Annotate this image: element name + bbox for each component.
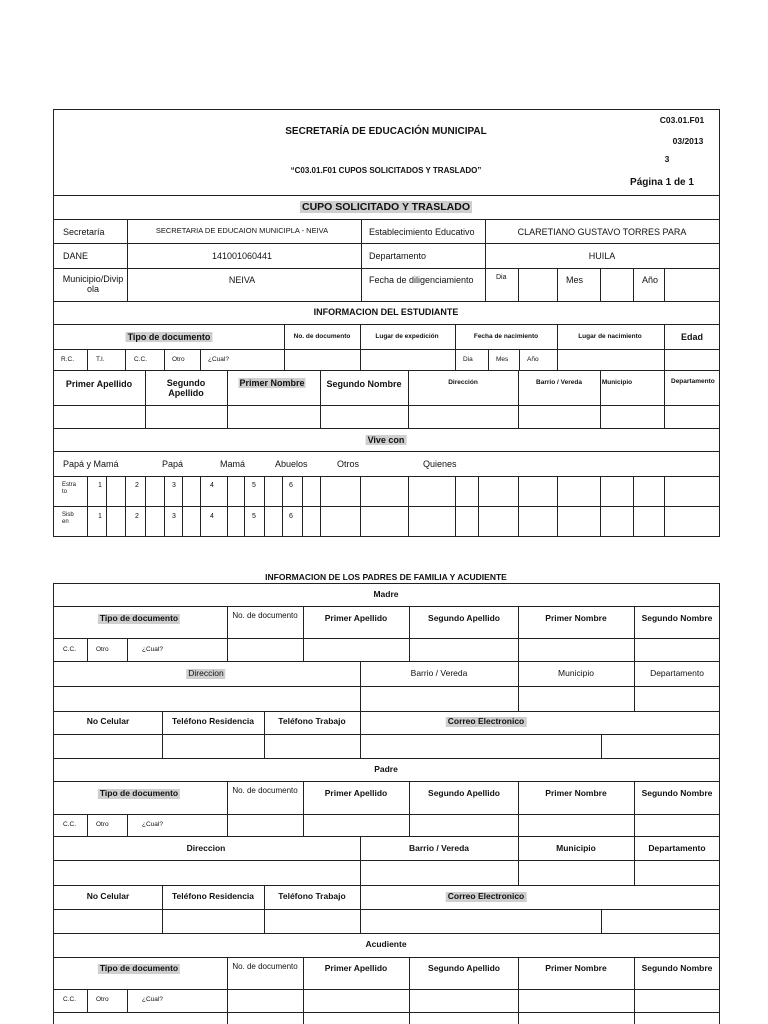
madre-municipio: Municipio [558, 668, 594, 678]
student-fecha-nac: Fecha de nacimiento [473, 333, 539, 340]
student-cual: ¿Cual? [208, 356, 229, 363]
rule [303, 957, 304, 1024]
rule [664, 476, 665, 537]
rule [303, 781, 304, 836]
rule [127, 814, 128, 836]
rule [633, 476, 634, 537]
rule [485, 219, 486, 301]
rule [361, 219, 362, 301]
student-dia: Dia [463, 356, 473, 363]
estrato-2: 2 [135, 482, 139, 489]
student-otro: Otro [172, 356, 185, 363]
sisben-2: 2 [135, 513, 139, 520]
rule [320, 370, 321, 428]
rule [227, 957, 228, 1024]
acudiente-segundo-nombre: Segundo Nombre [641, 963, 713, 973]
padre-primer-apellido: Primer Apellido [324, 788, 388, 798]
rule [360, 836, 361, 885]
padre-direccion: Direccion [186, 843, 226, 853]
label-secretaria: Secretaría [63, 227, 105, 237]
acudiente-cual: ¿Cual? [142, 996, 163, 1003]
padre-segundo-apellido: Segundo Apellido [428, 788, 500, 798]
padre-municipio: Municipio [556, 843, 596, 853]
rule [557, 476, 558, 537]
rule [360, 661, 361, 711]
header-date: 03/2013 [672, 136, 704, 146]
student-lugar-nac: Lugar de nacimiento [578, 333, 642, 340]
acudiente-cc: C.C. [63, 996, 76, 1003]
rule [53, 661, 720, 662]
vive-con-title: Vive con [367, 435, 405, 445]
rule [53, 606, 720, 607]
rule [87, 989, 88, 1012]
rule [519, 349, 520, 370]
rule [557, 268, 558, 301]
label-sisben: Sisben [62, 512, 74, 525]
rule [282, 476, 283, 537]
student-title: INFORMACION DEL ESTUDIANTE [313, 307, 459, 317]
rule [53, 814, 720, 815]
student-rc: R.C. [61, 356, 74, 363]
rule [53, 638, 720, 639]
label-fecha: Fecha de diligenciamiento [369, 275, 474, 285]
rule [227, 476, 228, 537]
rule [145, 476, 146, 537]
rule [162, 885, 163, 933]
padre-cual: ¿Cual? [142, 821, 163, 828]
rule [634, 836, 635, 885]
rule [557, 324, 558, 370]
student-segundo-apellido: Segundo Apellido [166, 378, 206, 399]
padre-tipo-doc: Tipo de documento [99, 788, 179, 798]
padre-celular: No Celular [86, 891, 130, 901]
label-mes: Mes [566, 275, 584, 285]
rule [53, 405, 720, 406]
parents-title: INFORMACION DE LOS PADRES DE FAMILIA Y ACUDIENTE [265, 572, 507, 582]
sisben-4: 4 [210, 513, 214, 520]
rule [53, 451, 720, 452]
section-title: CUPO SOLICITADO Y TRASLADO [301, 201, 471, 213]
vive-papa-mama: Papá y Mamá [63, 459, 119, 469]
rule [200, 476, 201, 537]
rule [600, 476, 601, 537]
label-anio: Año [642, 275, 659, 285]
rule [408, 370, 409, 428]
rule [360, 476, 361, 537]
rule [127, 638, 128, 661]
rule [478, 476, 479, 537]
rule [164, 349, 165, 370]
rule [488, 349, 489, 370]
rule [601, 734, 602, 758]
student-barrio: Barrio / Vereda [536, 379, 582, 386]
madre-primer-nombre: Primer Nombre [545, 613, 607, 623]
rule [518, 606, 519, 661]
label-dane: DANE [63, 251, 89, 261]
header-title: SECRETARÍA DE EDUCACIÓN MUNICIPAL [285, 126, 487, 137]
rule [53, 836, 720, 837]
rule [127, 989, 128, 1012]
student-departamento: Departamento [671, 378, 715, 385]
student-anio: Año [527, 356, 539, 363]
rule [264, 711, 265, 758]
rule [53, 909, 720, 910]
estrato-4: 4 [210, 482, 214, 489]
rule [106, 476, 107, 537]
acudiente-title: Acudiente [365, 939, 407, 949]
rule [53, 734, 720, 735]
rule [53, 989, 720, 990]
value-secretaria[interactable]: SECRETARIA DE EDUCAION MUNICIPLA - NEIVA [155, 226, 329, 235]
madre-no-doc: No. de documento [232, 611, 298, 620]
student-edad: Edad [680, 332, 704, 342]
vive-papa: Papá [162, 459, 184, 469]
estrato-1: 1 [98, 482, 102, 489]
rule [601, 909, 602, 933]
rule [320, 476, 321, 537]
vive-abuelos: Abuelos [275, 459, 308, 469]
madre-correo: Correo Electronico [447, 716, 525, 726]
rule [53, 476, 720, 477]
padre-segundo-nombre: Segundo Nombre [641, 788, 713, 798]
acudiente-segundo-apellido: Segundo Apellido [428, 963, 500, 973]
student-lugar-exp: Lugar de expedición [375, 333, 439, 340]
rule [53, 506, 720, 507]
rule [53, 860, 720, 861]
padre-cc: C.C. [63, 821, 76, 828]
label-establecimiento: Establecimiento Educativo [369, 227, 475, 237]
vive-mama: Mamá [220, 459, 246, 469]
rule [53, 243, 720, 244]
madre-segundo-apellido: Segundo Apellido [428, 613, 500, 623]
madre-tel-res: Teléfono Residencia [171, 716, 255, 726]
student-mes: Mes [496, 356, 509, 363]
rule [518, 661, 519, 711]
rule [284, 324, 285, 370]
madre-title: Madre [373, 589, 399, 599]
madre-cual: ¿Cual? [142, 646, 163, 653]
rule [164, 476, 165, 537]
rule [360, 885, 361, 933]
padre-no-doc: No. de documento [232, 786, 298, 795]
acudiente-primer-nombre: Primer Nombre [545, 963, 607, 973]
rule [408, 476, 409, 537]
madre-departamento: Departamento [650, 668, 704, 678]
rule [302, 476, 303, 537]
padre-otro: Otro [96, 821, 109, 828]
rule [664, 370, 665, 428]
rule [125, 476, 126, 537]
rule [200, 349, 201, 370]
rule [360, 324, 361, 370]
rule [633, 268, 634, 301]
rule [127, 219, 128, 301]
rule [53, 686, 720, 687]
rule [518, 781, 519, 836]
padre-tel-trab: Teléfono Trabajo [278, 891, 346, 901]
rule [409, 781, 410, 836]
student-no-doc: No. de documento [293, 333, 351, 340]
madre-cc: C.C. [63, 646, 76, 653]
rule [664, 324, 665, 370]
vive-otros: Otros [337, 459, 360, 469]
rule [455, 476, 456, 537]
acudiente-no-doc: No. de documento [232, 962, 298, 971]
rule [87, 476, 88, 537]
rule [145, 370, 146, 428]
estrato-3: 3 [172, 482, 176, 489]
student-tipo-doc: Tipo de documento [127, 332, 211, 342]
rule [634, 661, 635, 711]
rule [53, 301, 720, 302]
rule [53, 933, 720, 934]
rule [409, 957, 410, 1024]
madre-tel-trab: Teléfono Trabajo [278, 716, 346, 726]
value-dane[interactable]: 141001060441 [211, 251, 273, 261]
rule [162, 711, 163, 758]
rule [53, 370, 720, 371]
header-page: Página 1 de 1 [630, 177, 694, 188]
padre-departamento: Departamento [648, 843, 706, 853]
padre-tel-res: Teléfono Residencia [171, 891, 255, 901]
header-code: C03.01.F01 [659, 115, 705, 125]
rule [455, 324, 456, 370]
rule [87, 638, 88, 661]
rule [518, 476, 519, 537]
label-dia: Dia [496, 274, 507, 281]
rule [600, 268, 601, 301]
rule [518, 268, 519, 301]
rule [518, 836, 519, 885]
rule [53, 957, 720, 958]
label-departamento: Departamento [369, 251, 427, 261]
rule [53, 324, 720, 325]
rule [664, 268, 665, 301]
header-num: 3 [664, 154, 670, 164]
acudiente-primer-apellido: Primer Apellido [324, 963, 388, 973]
rule [264, 885, 265, 933]
rule [53, 195, 720, 196]
acudiente-tipo-doc: Tipo de documento [99, 963, 179, 973]
rule [87, 349, 88, 370]
rule [634, 781, 635, 836]
madre-otro: Otro [96, 646, 109, 653]
sisben-5: 5 [252, 513, 256, 520]
rule [244, 476, 245, 537]
madre-tipo-doc: Tipo de documento [99, 613, 179, 623]
value-municipio[interactable]: NEIVA [228, 275, 256, 285]
madre-direccion: Direccion [188, 668, 224, 678]
label-estrato: Estrato [62, 482, 77, 495]
rule [53, 781, 720, 782]
acudiente-otro: Otro [96, 996, 109, 1003]
rule [409, 606, 410, 661]
rule [182, 476, 183, 537]
rule [53, 1012, 720, 1013]
student-segundo-nombre: Segundo Nombre [326, 379, 402, 389]
padre-primer-nombre: Primer Nombre [545, 788, 607, 798]
rule [360, 711, 361, 758]
madre-primer-apellido: Primer Apellido [324, 613, 388, 623]
estrato-5: 5 [252, 482, 256, 489]
rule [303, 606, 304, 661]
rule [53, 219, 720, 220]
student-municipio: Municipio [601, 379, 633, 386]
vive-quienes: Quienes [423, 459, 457, 469]
rule [125, 349, 126, 370]
sisben-6: 6 [289, 513, 293, 520]
rule [53, 268, 720, 269]
rule [600, 370, 601, 428]
rule [53, 349, 720, 350]
rule [634, 606, 635, 661]
student-primer-nombre: Primer Nombre [239, 378, 305, 388]
sisben-1: 1 [98, 513, 102, 520]
sisben-3: 3 [172, 513, 176, 520]
rule [227, 606, 228, 661]
padre-correo: Correo Electronico [447, 891, 525, 901]
madre-celular: No Celular [86, 716, 130, 726]
rule [87, 814, 88, 836]
student-primer-apellido: Primer Apellido [65, 379, 133, 389]
student-direccion: Dirección [448, 379, 478, 386]
padre-barrio: Barrio / Vereda [408, 843, 470, 853]
madre-segundo-nombre: Segundo Nombre [641, 613, 713, 623]
rule [227, 370, 228, 428]
rule [264, 476, 265, 537]
value-departamento[interactable]: HUILA [588, 251, 616, 261]
student-cc: C.C. [134, 356, 147, 363]
value-establecimiento[interactable]: CLARETIANO GUSTAVO TORRES PARA [517, 227, 687, 237]
rule [53, 885, 720, 886]
padre-title: Padre [374, 764, 398, 774]
header-subtitle: “C03.01.F01 CUPOS SOLICITADOS Y TRASLADO” [290, 166, 482, 175]
rule [634, 957, 635, 1024]
rule [518, 370, 519, 428]
student-ti: T.I. [96, 356, 105, 363]
estrato-6: 6 [289, 482, 293, 489]
rule [518, 957, 519, 1024]
rule [53, 428, 720, 429]
rule [53, 758, 720, 759]
label-municipio: Municipio/Divip ola [62, 274, 124, 295]
rule [227, 781, 228, 836]
madre-barrio: Barrio / Vereda [410, 668, 468, 678]
rule [53, 711, 720, 712]
